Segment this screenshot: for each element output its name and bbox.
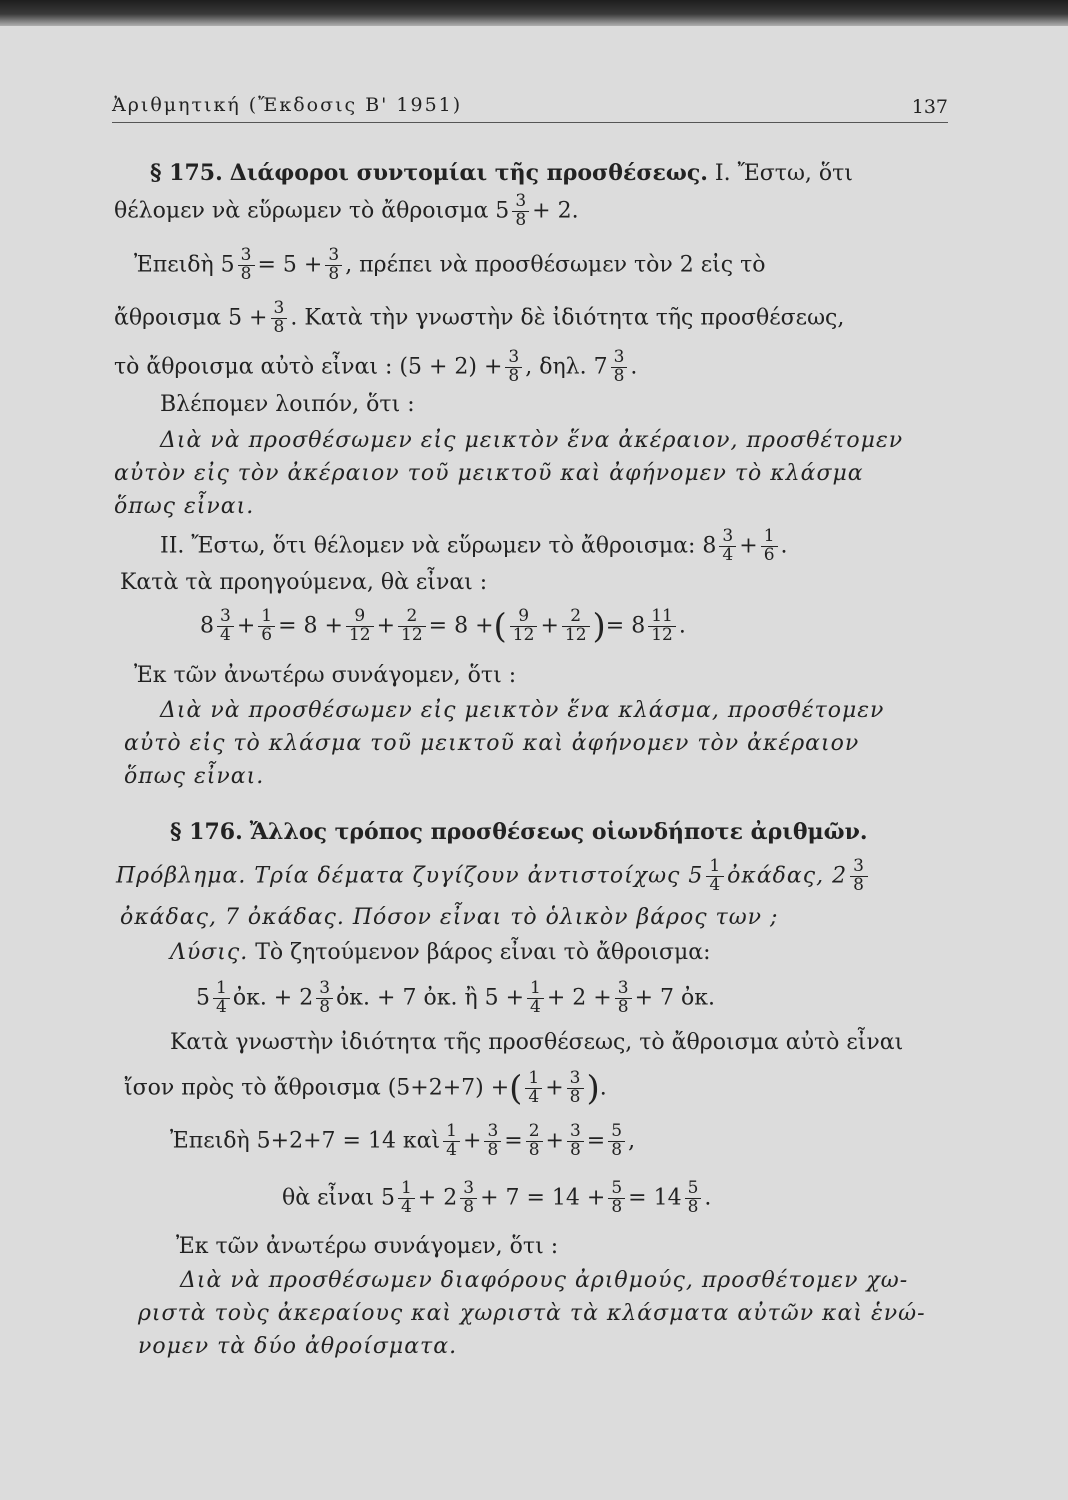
text-line: Πρόβλημα. Τρία δέματα ζυγίζουν ἀντιστοίχως 5 $\frac{1}{4}$ ὀκάδας, 2 $\frac{3}{8}$	[116, 858, 871, 895]
rule-line: ὅπως εἶναι.	[124, 764, 265, 789]
fraction: $\frac{1}{4}$	[213, 980, 230, 1017]
header-title: Ἀριθμητική (Ἔκδοσις Β' 1951)	[112, 94, 463, 116]
rule-line: Διὰ νὰ προσθέσωμεν εἰς μεικτὸν ἕνα κλάσμα, προσθέτομεν	[160, 698, 885, 723]
fraction: $\frac{2}{12}$	[398, 608, 426, 645]
text-line: Λύσις. Τὸ ζητούμενον βάρος εἶναι τὸ ἄθροισμα:	[170, 940, 711, 965]
fraction: $\frac{3}{8}$	[238, 247, 255, 284]
fraction: $\frac{3}{8}$	[611, 349, 628, 386]
text-line: Ἐκ τῶν ἀνωτέρω συνάγομεν, ὅτι :	[134, 663, 517, 688]
text-line: ὀκάδας, 7 ὀκάδας. Πόσον εἶναι τὸ ὁλικὸν βάρος των ;	[120, 905, 779, 930]
fraction: $\frac{11}{12}$	[648, 608, 676, 645]
rule-line: αὐτὸ εἰς τὸ κλάσμα τοῦ μεικτοῦ καὶ ἀφήνομεν τὸν ἀκέραιον	[124, 731, 860, 756]
fraction: $\frac{3}{4}$	[719, 528, 736, 565]
rule-line: νομεν τὰ δύο ἀθροίσματα.	[138, 1334, 458, 1359]
fraction: $\frac{3}{8}$	[567, 1070, 584, 1107]
equation: θὰ εἶναι 5 $\frac{1}{4}$ + 2 $\frac{3}{8}$ + 7 = 14 + $\frac{5}{8}$ = 14 $\frac{5}{8}$ .	[282, 1178, 712, 1217]
running-header	[112, 92, 948, 123]
fraction: $\frac{3}{8}$	[460, 1180, 477, 1217]
fraction: $\frac{3}{8}$	[484, 1123, 501, 1160]
fraction: $\frac{3}{4}$	[217, 608, 234, 645]
fraction: $\frac{3}{8}$	[615, 980, 632, 1017]
fraction: $\frac{3}{8}$	[316, 980, 333, 1017]
section-175-heading: § 175. Διάφοροι συντομίαι τῆς προσθέσεως. I. Ἔστω, ὅτι	[150, 160, 853, 186]
fraction: $\frac{3}{8}$	[325, 247, 342, 284]
fraction: $\frac{1}{4}$	[525, 1070, 542, 1107]
text-line: Ἐκ τῶν ἀνωτέρω συνάγομεν, ὅτι :	[176, 1234, 559, 1259]
text-line: Ἐπειδὴ 5 $\frac{3}{8}$ = 5 + $\frac{3}{8}$ , πρέπει νὰ προσθέσωμεν τὸν 2 εἰς τὸ	[134, 245, 766, 284]
fraction: $\frac{1}{4}$	[398, 1180, 415, 1217]
fraction: $\frac{3}{8}$	[271, 300, 288, 337]
text-line: Κατὰ γνωστὴν ἰδιότητα τῆς προσθέσεως, τὸ ἄθροισμα αὐτὸ εἶναι	[170, 1030, 904, 1055]
fraction: $\frac{1}{4}$	[527, 980, 544, 1017]
fraction: $\frac{1}{6}$	[761, 528, 778, 565]
text-line: ἄθροισμα 5 + $\frac{3}{8}$ . Κατὰ τὴν γνωστὴν δὲ ἰδιότητα τῆς προσθέσεως,	[114, 298, 845, 337]
equation: 8 $\frac{3}{4}$ + $\frac{1}{6}$ = 8 + $\frac{9}{12}$ + $\frac{2}{12}$ = 8 +( $\frac{9}{12}$ + $\frac{2}{12}$ )= 8 $\frac{11}{12}$ .	[200, 606, 686, 647]
equation: 5 $\frac{1}{4}$ ὀκ. + 2 $\frac{3}{8}$ ὀκ. + 7 ὀκ. ἢ 5 + $\frac{1}{4}$ + 2 + $\frac{3}{8}$ + 7 ὀκ.	[196, 978, 715, 1017]
fraction: $\frac{9}{12}$	[510, 608, 538, 645]
fraction: $\frac{3}{8}$	[505, 349, 522, 386]
section-176-heading: § 176. Ἄλλος τρόπος προσθέσεως οἱωνδήποτε ἀριθμῶν.	[170, 819, 868, 845]
rule-line: αὐτὸν εἰς τὸν ἀκέραιον τοῦ μεικτοῦ καὶ ἀφήνομεν τὸ κλάσμα	[114, 461, 864, 486]
fraction: $\frac{3}{8}$	[850, 858, 868, 895]
text-line: ἴσον πρὸς τὸ ἄθροισμα (5+2+7) +( $\frac{1}{4}$ + $\frac{3}{8}$ ).	[124, 1068, 607, 1109]
fraction: $\frac{5}{8}$	[608, 1180, 625, 1217]
equation: Ἐπειδὴ 5+2+7 = 14 καὶ $\frac{1}{4}$ + $\frac{3}{8}$ = $\frac{2}{8}$ + $\frac{3}{8}$ = $\frac{5}{8}$ ,	[170, 1121, 636, 1160]
fraction: $\frac{1}{4}$	[706, 858, 724, 895]
text-line: θέλομεν νὰ εὕρωμεν τὸ ἄθροισμα 5 $\frac{3}{8}$ + 2.	[114, 191, 579, 230]
fraction: $\frac{1}{4}$	[443, 1123, 460, 1160]
text-line: Κατὰ τὰ προηγούμενα, θὰ εἶναι :	[120, 570, 488, 595]
rule-line: ὅπως εἶναι.	[114, 494, 255, 519]
rule-line: Διὰ νὰ προσθέσωμεν διαφόρους ἀριθμούς, προσθέτομεν χω-	[180, 1268, 909, 1293]
text-line: Βλέπομεν λοιπόν, ὅτι :	[160, 392, 415, 417]
fraction: $\frac{9}{12}$	[346, 608, 374, 645]
page-number: 137	[911, 96, 948, 118]
fraction: $\frac{1}{6}$	[258, 608, 275, 645]
fraction: $\frac{3}{8}$	[567, 1123, 584, 1160]
fraction: $\frac{5}{8}$	[608, 1123, 625, 1160]
fraction: $\frac{3}{8}$	[512, 193, 529, 230]
rule-line: ριστὰ τοὺς ἀκεραίους καὶ χωριστὰ τὰ κλάσματα αὐτῶν καὶ ἑνώ-	[138, 1301, 926, 1326]
text-line: τὸ ἄθροισμα αὐτὸ εἶναι : (5 + 2) + $\frac{3}{8}$ , δηλ. 7 $\frac{3}{8}$ .	[114, 347, 638, 386]
fraction: $\frac{2}{8}$	[526, 1123, 543, 1160]
fraction: $\frac{2}{12}$	[562, 608, 590, 645]
rule-line: Διὰ νὰ προσθέσωμεν εἰς μεικτὸν ἕνα ἀκέραιον, προσθέτομεν	[160, 428, 904, 453]
text-line: II. Ἔστω, ὅτι θέλομεν νὰ εὕρωμεν τὸ ἄθροισμα: 8 $\frac{3}{4}$ + $\frac{1}{6}$ .	[160, 526, 788, 565]
fraction: $\frac{5}{8}$	[685, 1180, 702, 1217]
